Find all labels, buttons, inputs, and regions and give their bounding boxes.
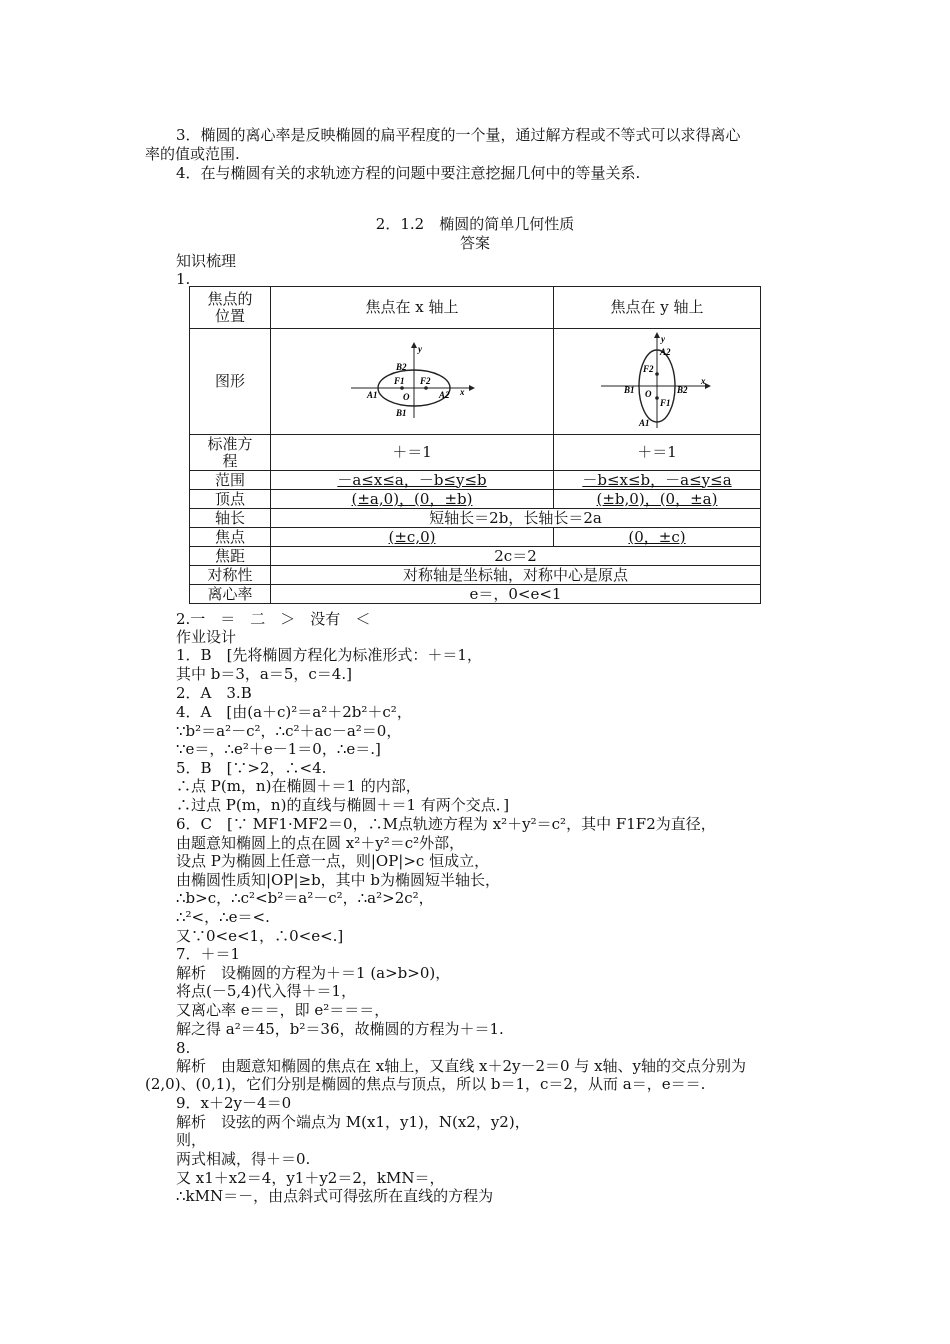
ellipse-properties-table <box>189 286 761 604</box>
text-line: 其中 b＝3，a＝5，c＝4.] <box>176 665 352 683</box>
text-line: ∵e＝，∴e²＋e－1＝0，∴e＝.] <box>176 740 381 758</box>
fig-label: F2 <box>420 375 431 386</box>
cell-x <box>271 471 554 490</box>
text-line: ∴kMN＝－，由点斜式可得弦所在直线的方程为 <box>176 1187 494 1205</box>
cell-span: 2c＝2 <box>271 547 761 566</box>
cell-y <box>554 490 761 509</box>
cell-span: 短轴长＝2b，长轴长＝2a <box>271 509 761 528</box>
text-line: ∴过点 P(m，n)的直线与椭圆＋＝1 有两个交点．] <box>176 796 510 814</box>
row-header: 轴长 <box>190 509 271 528</box>
row-header: 离心率 <box>190 585 271 604</box>
ellipse-x-figure <box>347 340 477 420</box>
text-line: 又∵0<e<1，∴0<e<.] <box>176 927 344 945</box>
fig-label: A1 <box>639 417 650 428</box>
text-line: 9．x＋2y－4＝0 <box>176 1094 292 1112</box>
fig-label: B2 <box>396 361 407 372</box>
text-line: 将点(－5,4)代入得＋＝1， <box>176 982 357 1000</box>
fig-label: x <box>460 386 465 397</box>
text-line: 1．B [先将椭圆方程化为标准形式：＋＝1， <box>176 646 482 664</box>
figure-x-foci <box>271 329 554 435</box>
answer-underlined: －b≤x≤b，－a≤y≤a <box>582 470 732 489</box>
fig-label: O <box>403 391 410 402</box>
text-line: 由题意知椭圆上的点在圆 x²＋y²＝c²外部， <box>176 834 465 852</box>
text-line: 又离心率 e＝＝，即 e²＝＝＝， <box>176 1001 390 1019</box>
row-header: 焦距 <box>190 547 271 566</box>
text-line: 解析 由题意知椭圆的焦点在 x轴上，又直线 x＋2y－2＝0 与 x轴、y轴的交点分别为 <box>176 1057 747 1075</box>
paragraph-3-line-1: 3．椭圆的离心率是反映椭圆的扁平程度的一个量，通过解方程或不等式可以求得离心 <box>176 126 741 144</box>
row-header-label: 标准方 程 <box>207 434 253 470</box>
cell-y <box>554 471 761 490</box>
fig-label: F2 <box>643 363 654 374</box>
cell-y: ＋＝1 <box>554 435 761 471</box>
row-header-label: 焦点的 位置 <box>207 289 253 325</box>
text-line: ∴²<，∴e＝<. <box>176 908 270 926</box>
cell-y <box>554 528 761 547</box>
text-line: 由椭圆性质知|OP|≥b，其中 b为椭圆短半轴长， <box>176 871 501 889</box>
cell-x: ＋＝1 <box>271 435 554 471</box>
row-header: 对称性 <box>190 566 271 585</box>
text-line: 7．＋＝1 <box>176 945 241 963</box>
answer-underlined: (±b,0)，(0，±a) <box>596 489 718 508</box>
paragraph-3-line-2: 率的值或范围. <box>145 145 240 163</box>
fig-label: x <box>701 375 706 386</box>
fig-label: A1 <box>367 389 378 400</box>
text-line: 5．B [∵>2，∴<4. <box>176 759 327 777</box>
row-header: 焦点 <box>190 528 271 547</box>
cell-x: 焦点在 x 轴上 <box>271 287 554 329</box>
text-line: ∵b²＝a²－c²，∴c²＋ac－a²＝0， <box>176 722 402 740</box>
cell-x <box>271 490 554 509</box>
text-line: 解析 设椭圆的方程为＋＝1 (a>b>0)， <box>176 964 451 982</box>
row-header: 范围 <box>190 471 271 490</box>
cell-span: 对称轴是坐标轴，对称中心是原点 <box>271 566 761 585</box>
paragraph-4: 4．在与椭圆有关的求轨迹方程的问题中要注意挖掘几何中的等量关系. <box>176 164 641 182</box>
text-line: 设点 P为椭圆上任意一点，则|OP|>c 恒成立， <box>176 852 490 870</box>
fig-label: O <box>645 388 652 399</box>
cell-x <box>271 528 554 547</box>
text-line: 6．C [∵ MF1·MF2＝0，∴M点轨迹方程为 x²＋y²＝c²，其中 F1F2为直径， <box>176 815 716 833</box>
text-line: 8. <box>176 1039 191 1057</box>
text-line: 则， <box>176 1131 207 1149</box>
answer-underlined: －a≤x≤a，－b≤y≤b <box>337 470 487 489</box>
figure-y-foci <box>554 329 761 435</box>
row-header <box>190 435 271 471</box>
text-line: (2,0)、(0,1)，它们分别是椭圆的焦点与顶点，所以 b＝1，c＝2，从而 a＝，e＝＝. <box>145 1075 706 1093</box>
fig-label: F1 <box>394 375 405 386</box>
section-title: 2．1.2 椭圆的简单几何性质 <box>375 215 575 233</box>
text-line: 解析 设弦的两个端点为 M(x1，y1)，N(x2，y2)， <box>176 1113 530 1131</box>
text-line: 两式相减，得＋＝0. <box>176 1150 311 1168</box>
fig-label: B1 <box>624 384 635 395</box>
text-line: 解之得 a²＝45，b²＝36，故椭圆的方程为＋＝1. <box>176 1020 504 1038</box>
text-line: 作业设计 <box>176 628 237 646</box>
row-header: 图形 <box>190 329 271 435</box>
text-line: ∴点 P(m，n)在椭圆＋＝1 的内部， <box>176 777 421 795</box>
text-line: 2.一 ＝ 二 ＞ 没有 ＜ <box>176 610 371 628</box>
fig-label: F1 <box>660 397 671 408</box>
ellipse-y-figure <box>597 330 717 430</box>
fig-label: A2 <box>660 346 671 357</box>
text-line: 2．A 3.B <box>176 684 252 702</box>
text-line: 4．A [由(a＋c)²＝a²＋2b²＋c²， <box>176 703 412 721</box>
row-header: 顶点 <box>190 490 271 509</box>
section-subtitle: 答案 <box>459 234 490 252</box>
kp-heading: 知识梳理 <box>176 252 237 270</box>
fig-label: y <box>418 343 422 354</box>
fig-label: A2 <box>439 389 450 400</box>
answer-underlined: (0，±c) <box>628 527 686 546</box>
answer-underlined: (±c,0) <box>388 527 436 546</box>
fig-label: B1 <box>396 407 407 418</box>
cell-span: e＝，0<e<1 <box>271 585 761 604</box>
answer-underlined: (±a,0)，(0，±b) <box>351 489 473 508</box>
kp-item-1: 1. <box>176 270 191 288</box>
text-line: ∴b>c，∴c²<b²＝a²－c²，∴a²>2c²， <box>176 889 434 907</box>
row-header <box>190 287 271 329</box>
cell-y: 焦点在 y 轴上 <box>554 287 761 329</box>
fig-label: y <box>661 333 665 344</box>
text-line: 又 x1＋x2＝4，y1＋y2＝2，kMN＝， <box>176 1169 445 1187</box>
fig-label: B2 <box>677 384 688 395</box>
